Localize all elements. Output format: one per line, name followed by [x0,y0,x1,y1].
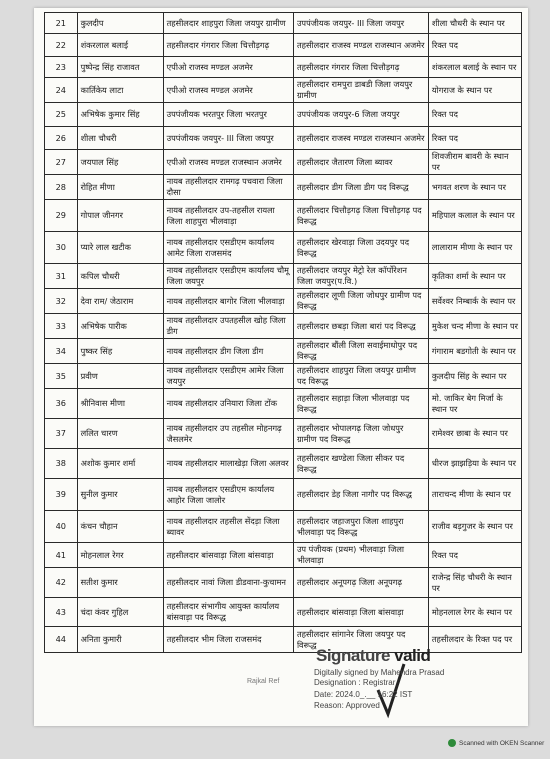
current-posting: नायब तहसीलदार बागोर जिला भीलवाड़ा [163,289,293,314]
new-posting: उपपंजीयक जयपुर- III जिला जयपुर [293,13,428,34]
employee-name: पुष्कर सिंह [77,339,163,364]
table-row [45,339,522,364]
vacancy-note: लालाराम मीणा के स्थान पर [428,232,521,264]
row-number: 38 [45,449,78,479]
employee-name: मोहनलाल रेगर [77,543,163,568]
new-posting: तहसीलदार सहाड़ा जिला भीलवाड़ा पद विरूद्ध [293,389,428,419]
current-posting: उपपंजीयक भरतपुर जिला भरतपुर [163,103,293,127]
employee-name: जयपाल सिंह [77,150,163,175]
new-posting: तहसीलदार चित्तौड़गढ़ जिला चित्तौड़गढ़ पद विरूद्ध [293,200,428,232]
signature-date: Date: 2024.0_.__ 16:22 IST [314,690,413,699]
row-number: 34 [45,339,78,364]
current-posting: नायब तहसीलदार एसडीएम कार्यालय आमेट जिला राजसमंद [163,232,293,264]
vacancy-note: राजेन्द्र सिंह चौधरी के स्थान पर [428,568,521,598]
new-posting: तहसीलदार रामपुरा डाबडी जिला जयपुर ग्रामीण [293,78,428,103]
digital-signature [312,646,522,722]
new-posting: तहसीलदार गंगरार जिला चित्तौड़गढ़ [293,57,428,78]
current-posting: नायब तहसीलदार उपतहसील खोह जिला डीग [163,314,293,339]
row-number: 30 [45,232,78,264]
row-number: 26 [45,127,78,150]
vacancy-note: सर्वेश्वर निम्बार्क के स्थान पर [428,289,521,314]
employee-name: अशोक कुमार शर्मा [77,449,163,479]
current-posting: तहसीलदार संभागीय आयुक्त कार्यालय बांसवाड़ा पद विरूद्ध [163,598,293,627]
row-number: 27 [45,150,78,175]
vacancy-note: रिक्त पद [428,543,521,568]
current-posting: उपपंजीयक जयपुर- III जिला जयपुर [163,127,293,150]
new-posting: तहसीलदार सांगानेर जिला जयपुर पद विरूद्ध [293,627,428,653]
table-row [45,598,522,627]
vacancy-note: धीरज झाझड़िया के स्थान पर [428,449,521,479]
row-number: 32 [45,289,78,314]
table-row [45,419,522,449]
employee-name: कुलदीप [77,13,163,34]
new-posting: तहसीलदार डीग जिला डीग पद विरूद्ध [293,175,428,200]
table-row [45,57,522,78]
new-posting: तहसीलदार लूणी जिला जोधपुर ग्रामीण पद विरूद्ध [293,289,428,314]
current-posting: नायब तहसीलदार रामगढ़ पचवारा जिला दौसा [163,175,293,200]
current-posting: नायब तहसीलदार उनियारा जिला टोंक [163,389,293,419]
row-number: 37 [45,419,78,449]
table-row [45,13,522,34]
current-posting: तहसीलदार शाहपुरा जिला जयपुर ग्रामीण [163,13,293,34]
row-number: 22 [45,34,78,57]
new-posting: तहसीलदार छबड़ा जिला बारां पद विरूद्ध [293,314,428,339]
employee-name: गोपाल जीनगर [77,200,163,232]
row-number: 36 [45,389,78,419]
vacancy-note: रिक्त पद [428,127,521,150]
table-row [45,568,522,598]
table-row [45,103,522,127]
table-row [45,127,522,150]
new-posting: तहसीलदार राजस्व मण्डल राजस्थान अजमेर [293,34,428,57]
current-posting: नायब तहसीलदार तहसील सेंदड़ा जिला ब्यावर [163,511,293,543]
signature-designation: Designation : Registrar [314,678,396,687]
vacancy-note: शिवजीराम बावरी के स्थान पर [428,150,521,175]
table-row [45,543,522,568]
table-row [45,289,522,314]
new-posting: तहसीलदार अनूपगढ़ जिला अनूपगढ़ [293,568,428,598]
table-row [45,314,522,339]
new-posting: तहसीलदार राजस्व मण्डल राजस्थान अजमेर [293,127,428,150]
vacancy-note: रिक्त पद [428,34,521,57]
employee-name: सतीश कुमार [77,568,163,598]
current-posting: नायब तहसीलदार उप तहसील मोहनगढ़ जैसलमेर [163,419,293,449]
new-posting: तहसीलदार भोपालगढ़ जिला जोधपुर ग्रामीण पद विरूद्ध [293,419,428,449]
row-number: 29 [45,200,78,232]
employee-name: शीला चौधरी [77,127,163,150]
current-posting: तहसीलदार गंगरार जिला चित्तौड़गढ़ [163,34,293,57]
new-posting: तहसीलदार डेह जिला नागौर पद विरूद्ध [293,479,428,511]
current-posting: एपीओ राजस्व मण्डल अजमेर [163,78,293,103]
new-posting: तहसीलदार शाहपुरा जिला जयपुर ग्रामीण पद विरूद्ध [293,364,428,389]
employee-name: अभिषेक कुमार सिंह [77,103,163,127]
new-posting: तहसीलदार खेरवाड़ा जिला उदयपुर पद विरूद्ध [293,232,428,264]
vacancy-note: रामेश्वर छाबा के स्थान पर [428,419,521,449]
employee-name: प्यारे लाल खटीक [77,232,163,264]
current-posting: नायब तहसीलदार डीग जिला डीग [163,339,293,364]
employee-name: सुनील कुमार [77,479,163,511]
new-posting: तहसीलदार बांसवाड़ा जिला बांसवाड़ा [293,598,428,627]
row-number: 41 [45,543,78,568]
new-posting: तहसीलदार जहाजपुरा जिला शाहपुरा भीलवाड़ा पद विरूद्ध [293,511,428,543]
signature-signer: Digitally signed by Mahendra Prasad [314,668,445,677]
scanner-footer [448,739,544,747]
current-posting: नायब तहसीलदार मालाखेड़ा जिला अलवर [163,449,293,479]
table-row [45,364,522,389]
vacancy-note: तहसीलदार के रिक्त पद पर [428,627,521,653]
new-posting: तहसीलदार जैतारण जिला ब्यावर [293,150,428,175]
vacancy-note: गंगाराम बडगोती के स्थान पर [428,339,521,364]
current-posting: नायब तहसीलदार एसडीएम कार्यालय चौमू जिला जयपुर [163,264,293,289]
table-row [45,175,522,200]
employee-name: श्रीनिवास मीणा [77,389,163,419]
row-number: 43 [45,598,78,627]
table-row [45,150,522,175]
table-row [45,232,522,264]
vacancy-note: योगराज के स्थान पर [428,78,521,103]
table-row [45,449,522,479]
table-row [45,34,522,57]
new-posting: तहसीलदार खण्डेला जिला सीकर पद विरूद्ध [293,449,428,479]
current-posting: तहसीलदार नावां जिला डीडवाना-कुचामन [163,568,293,598]
vacancy-note: रिक्त पद [428,103,521,127]
table-row [45,479,522,511]
vacancy-note: मोहनलाल रेगर के स्थान पर [428,598,521,627]
vacancy-note: ताराचन्द मीणा के स्थान पर [428,479,521,511]
transfer-table [44,12,522,653]
employee-name: कंचन चौहान [77,511,163,543]
employee-name: शंकरलाल बलाई [77,34,163,57]
table-row [45,389,522,419]
signature-title: Signature [316,646,395,665]
row-number: 31 [45,264,78,289]
employee-name: देवा राम/ जेठाराम [77,289,163,314]
vacancy-note: राजीव बड़गुजर के स्थान पर [428,511,521,543]
signature-status: valid [394,646,431,665]
current-posting: तहसीलदार बांसवाड़ा जिला बांसवाड़ा [163,543,293,568]
row-number: 24 [45,78,78,103]
row-number: 28 [45,175,78,200]
employee-name: प्रवीण [77,364,163,389]
current-posting: नायब तहसीलदार एसडीएम आमेर जिला जयपुर [163,364,293,389]
scanner-logo-icon [448,739,456,747]
employee-name: कपिल चौधरी [77,264,163,289]
table-row [45,264,522,289]
new-posting: उप पंजीयक (प्रथम) भीलवाड़ा जिला भीलवाड़ा [293,543,428,568]
vacancy-note: महिपाल कलाल के स्थान पर [428,200,521,232]
row-number: 23 [45,57,78,78]
current-posting: एपीओ राजस्व मण्डल अजमेर [163,57,293,78]
employee-name: चंदा कंवर गुहिल [77,598,163,627]
vacancy-note: शंकरलाल बलाई के स्थान पर [428,57,521,78]
new-posting: तहसीलदार बौंली जिला सवाईमाधोपुर पद विरूद्ध [293,339,428,364]
vacancy-note: मुकेश चन्द मीणा के स्थान पर [428,314,521,339]
vacancy-note: मो. जाकिर बेग मिर्जा के स्थान पर [428,389,521,419]
scanner-label: Scanned with OKEN Scanner [459,739,545,747]
row-number: 21 [45,13,78,34]
current-posting: तहसीलदार भीम जिला राजसमंद [163,627,293,653]
table-row [45,511,522,543]
employee-name: अनिता कुमारी [77,627,163,653]
row-number: 44 [45,627,78,653]
table-row [45,78,522,103]
employee-name: ललित चारण [77,419,163,449]
vacancy-note: भगवत शरण के स्थान पर [428,175,521,200]
row-number: 35 [45,364,78,389]
vacancy-note: शीला चौधरी के स्थान पर [428,13,521,34]
vacancy-note: कुलदीप सिंह के स्थान पर [428,364,521,389]
new-posting: उपपंजीयक जयपुर-6 जिला जयपुर [293,103,428,127]
new-posting: तहसीलदार जयपुर मेट्रो रेल कॉर्पोरेशन जिला जयपुर(प.वि.) [293,264,428,289]
stamp-text: Rajkal Ref [247,678,280,685]
row-number: 39 [45,479,78,511]
employee-name: पुष्पेन्द्र सिंह राजावत [77,57,163,78]
current-posting: नायब तहसीलदार एसडीएम कार्यालय आहोर जिला जालोर [163,479,293,511]
vacancy-note: कृतिका शर्मा के स्थान पर [428,264,521,289]
employee-name: अभिषेक पारीक [77,314,163,339]
row-number: 42 [45,568,78,598]
current-posting: एपीओ राजस्व मण्डल राजस्थान अजमेर [163,150,293,175]
row-number: 25 [45,103,78,127]
table-row [45,200,522,232]
employee-name: कार्तिकेय लाटा [77,78,163,103]
employee-name: रोहित मीणा [77,175,163,200]
row-number: 40 [45,511,78,543]
row-number: 33 [45,314,78,339]
signature-reason: Reason: Approved [314,701,380,710]
current-posting: नायब तहसीलदार उप-तहसील रायला जिला शाहपुरा भीलवाड़ा [163,200,293,232]
